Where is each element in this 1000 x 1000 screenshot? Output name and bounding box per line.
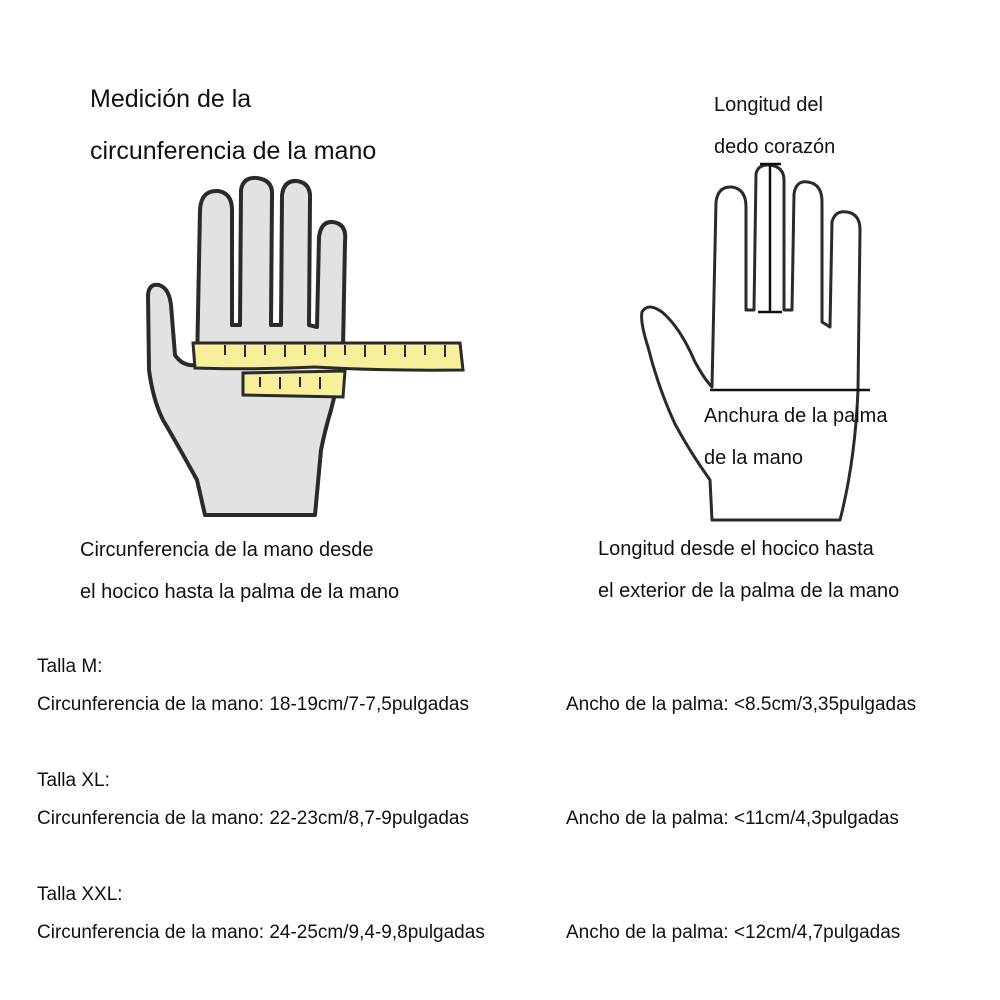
palm-width-label-line2: de la mano bbox=[704, 447, 803, 469]
left-title-line2: circunferencia de la mano bbox=[90, 137, 377, 165]
finger-length-label-line2: dedo corazón bbox=[714, 136, 836, 158]
palm-width-value: Ancho de la palma: <12cm/4,7pulgadas bbox=[566, 922, 901, 943]
hand-circumference-value: Circunferencia de la mano: 24-25cm/9,4-9,8pulgadas bbox=[37, 922, 485, 943]
left-title-line1: Medición de la bbox=[90, 85, 252, 113]
hand-circumference-illustration bbox=[135, 175, 475, 525]
right-caption-line2: el exterior de la palma de la mano bbox=[598, 580, 900, 602]
size-name: Talla M: bbox=[37, 656, 103, 677]
palm-width-value: Ancho de la palma: <8.5cm/3,35pulgadas bbox=[566, 694, 917, 715]
size-name: Talla XXL: bbox=[37, 884, 123, 905]
hand-circumference-value: Circunferencia de la mano: 18-19cm/7-7,5pulgadas bbox=[37, 694, 469, 715]
size-name: Talla XL: bbox=[37, 770, 110, 791]
right-caption-line1: Longitud desde el hocico hasta bbox=[598, 538, 874, 560]
palm-width-label-line1: Anchura de la palma bbox=[704, 405, 888, 427]
hand-circumference-value: Circunferencia de la mano: 22-23cm/8,7-9pulgadas bbox=[37, 808, 469, 829]
left-caption-line1: Circunferencia de la mano desde bbox=[80, 539, 374, 561]
left-caption-line2: el hocico hasta la palma de la mano bbox=[80, 581, 400, 603]
palm-width-value: Ancho de la palma: <11cm/4,3pulgadas bbox=[566, 808, 899, 829]
finger-length-label-line1: Longitud del bbox=[714, 94, 823, 116]
